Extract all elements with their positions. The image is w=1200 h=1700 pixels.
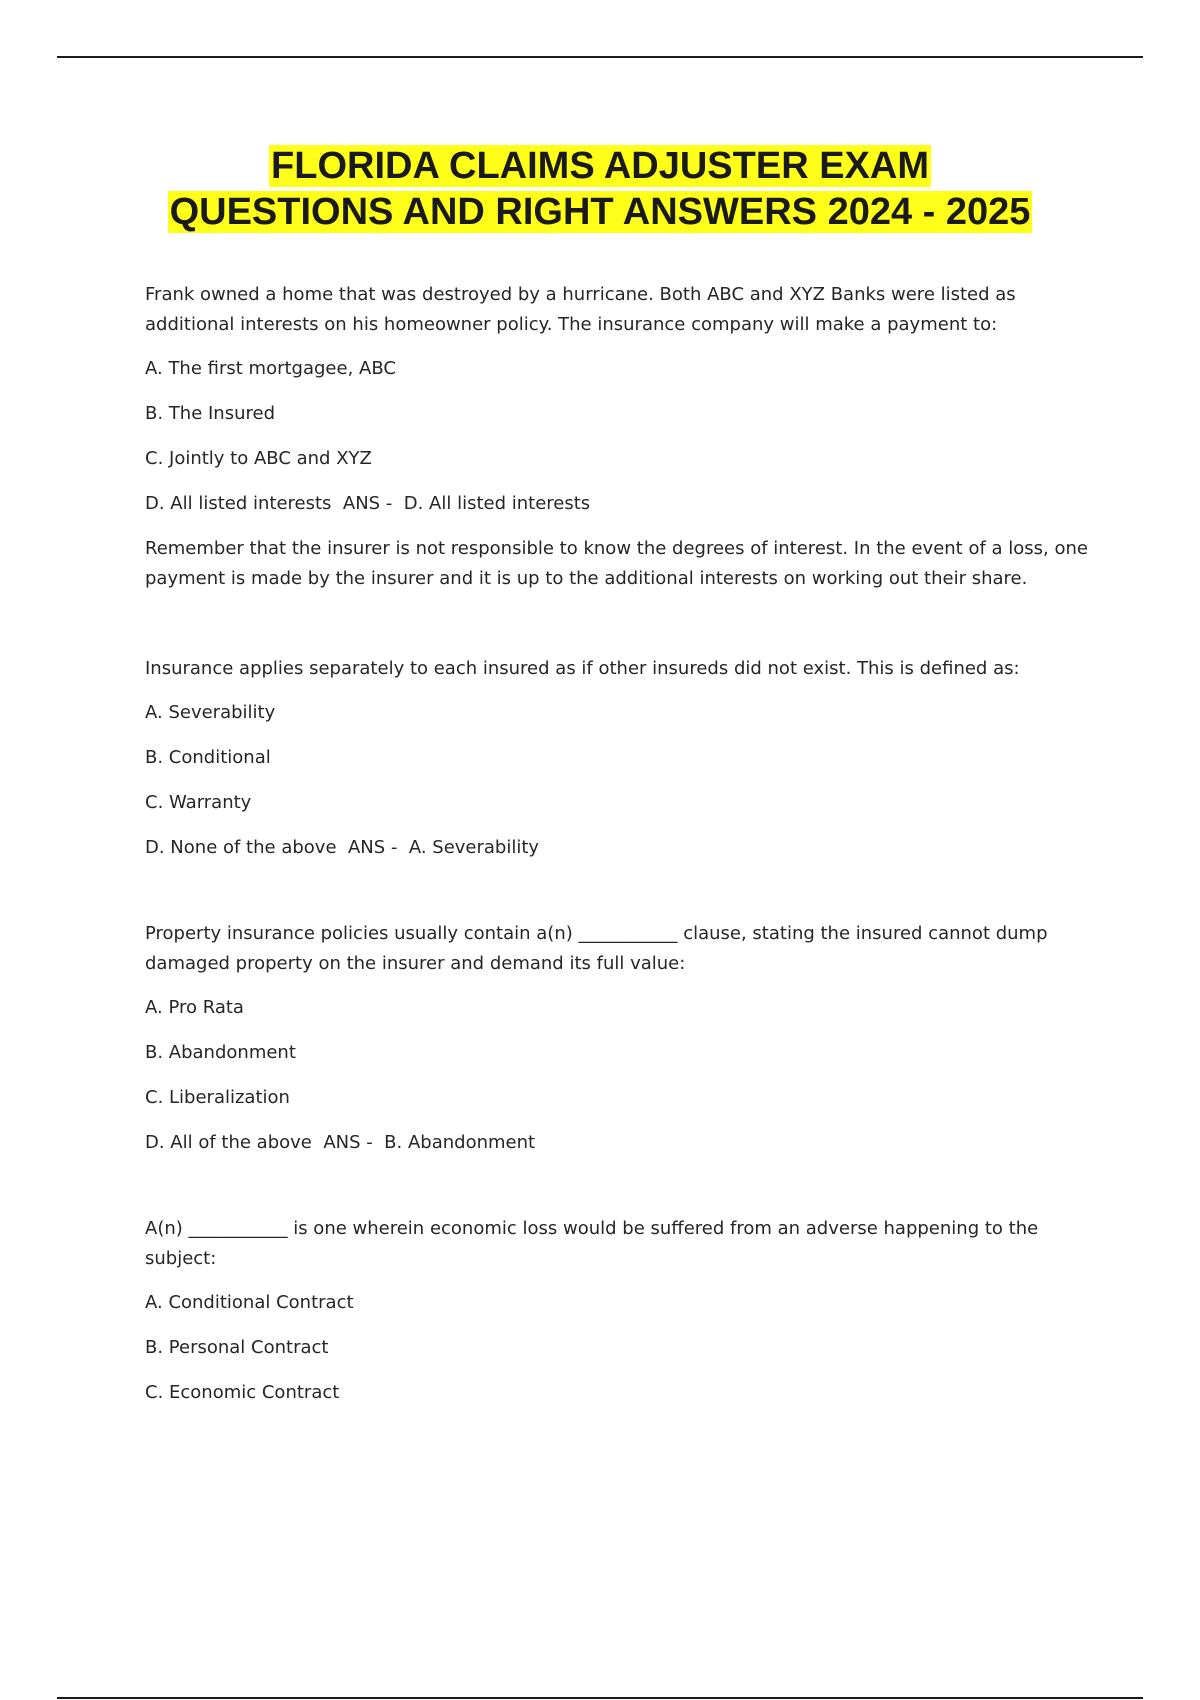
answer-option-c: C. Warranty	[145, 792, 252, 813]
top-rule	[57, 56, 1143, 58]
bottom-rule	[57, 1697, 1143, 1699]
title-line-1: FLORIDA CLAIMS ADJUSTER EXAM	[271, 145, 929, 187]
answer-option-a: A. Pro Rata	[145, 997, 244, 1018]
answer-option-b: B. The Insured	[145, 403, 275, 424]
question-list	[145, 280, 1090, 1464]
answer-option-c: C. Liberalization	[145, 1087, 290, 1108]
answer-option-a: A. Severability	[145, 702, 276, 723]
answer-option-b: B. Conditional	[145, 747, 271, 768]
question-text: Property insurance policies usually contain a(n) ___________ clause, stating the insured cannot dump damaged property on the insurer and demand its full value:	[145, 923, 1048, 974]
answer-option-a: A. The first mortgagee, ABC	[145, 358, 396, 379]
answer-option-c: C. Economic Contract	[145, 1382, 340, 1403]
answer-option-d: D. All listed interests ANS - D. All listed interests	[145, 493, 591, 514]
answer-option-c: C. Jointly to ABC and XYZ	[145, 448, 372, 469]
answer-option-b: B. Personal Contract	[145, 1337, 329, 1358]
question-text: A(n) ___________ is one wherein economic loss would be suffered from an adverse happening to the subject:	[145, 1218, 1039, 1269]
answer-option-b: B. Abandonment	[145, 1042, 296, 1063]
question-block-2	[145, 654, 1090, 863]
question-text: Frank owned a home that was destroyed by a hurricane. Both ABC and XYZ Banks were listed as additional interests on his homeowner policy. The insurance company will make a payment to:	[145, 284, 1016, 335]
answer-option-a: A. Conditional Contract	[145, 1292, 354, 1313]
document-title	[0, 143, 1200, 235]
answer-option-d: D. None of the above ANS - A. Severability	[145, 837, 540, 858]
answer-option-d: D. All of the above ANS - B. Abandonment	[145, 1132, 536, 1153]
title-line-2: QUESTIONS AND RIGHT ANSWERS 2024 - 2025	[169, 191, 1031, 233]
answer-explanation: Remember that the insurer is not responsible to know the degrees of interest. In the event of a loss, one payment is made by the insurer and it is up to the additional interests on working out their share.	[145, 538, 1088, 589]
question-block-3	[145, 919, 1090, 1158]
question-block-4	[145, 1214, 1090, 1408]
question-block-1	[145, 280, 1090, 594]
question-text: Insurance applies separately to each insured as if other insureds did not exist. This is defined as:	[145, 658, 1020, 679]
